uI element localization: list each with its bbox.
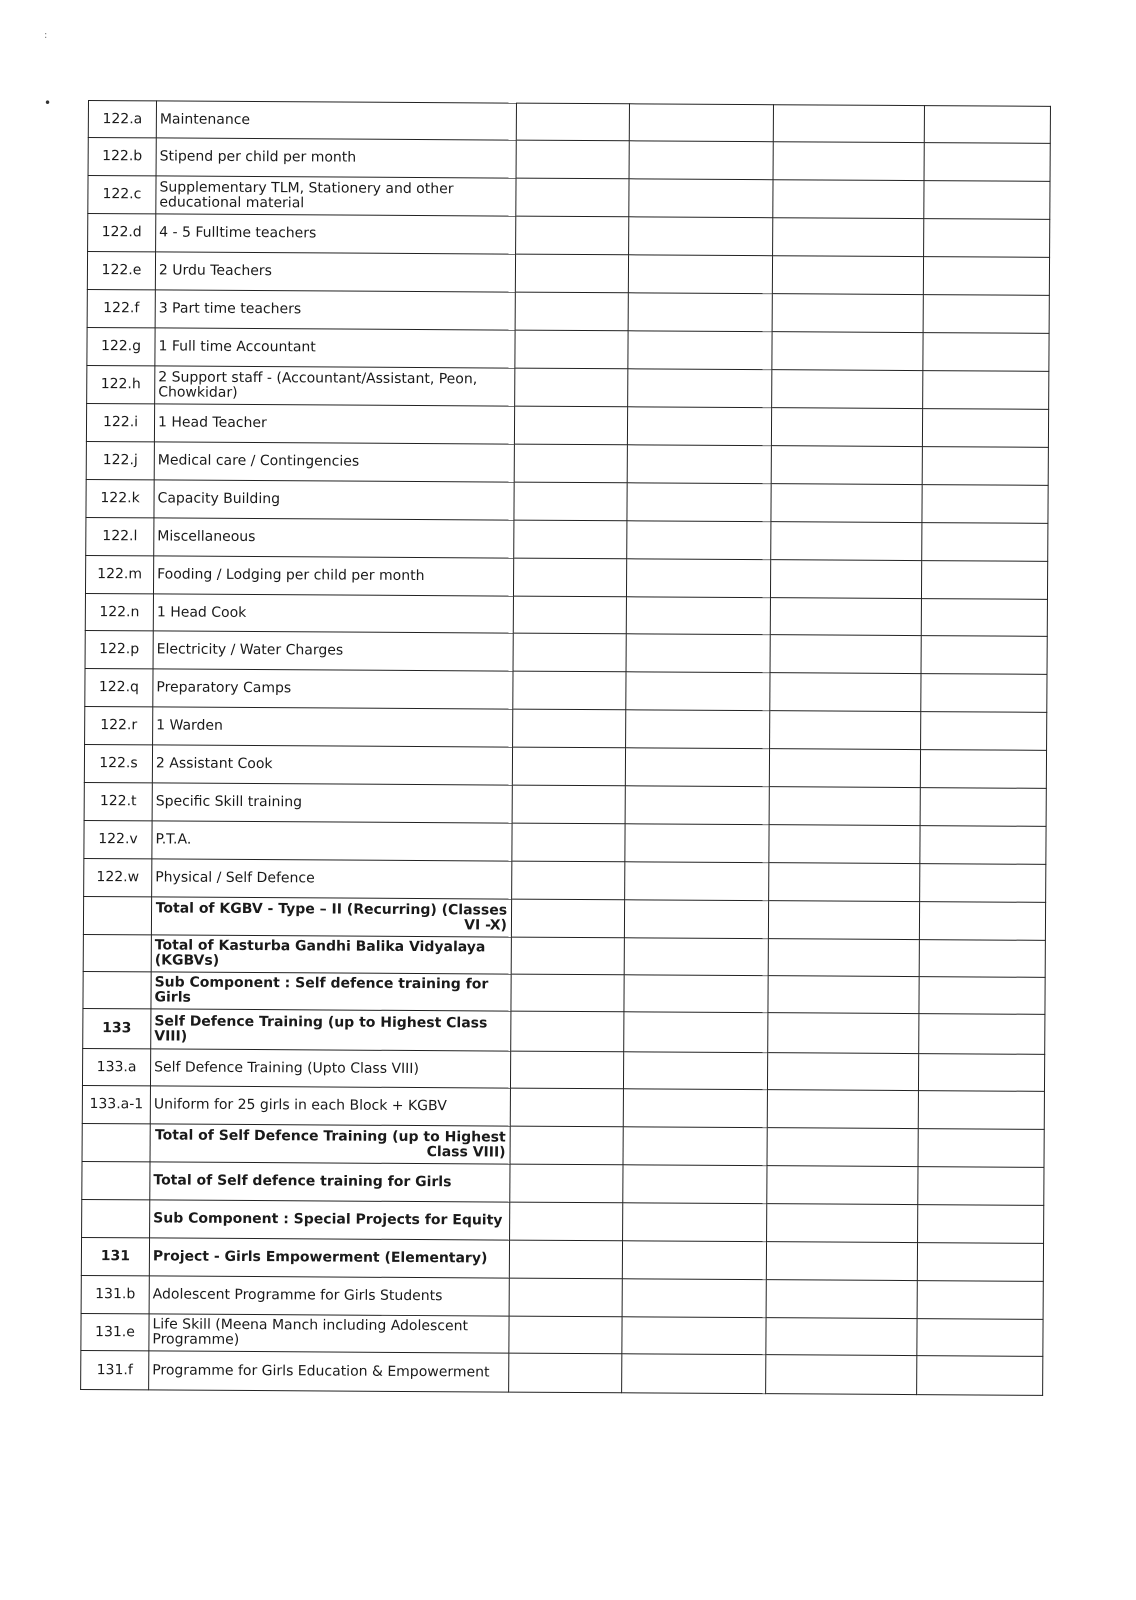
row-description: Total of Kasturba Gandhi Balika Vidyalaya (KGBVs): [151, 935, 511, 974]
empty-amount-cell: [514, 406, 627, 445]
empty-amount-cell: [510, 1202, 623, 1241]
row-description: Preparatory Camps: [153, 669, 513, 709]
budget-table: [80, 100, 1051, 1396]
empty-amount-cell: [624, 975, 768, 1013]
row-description: Electricity / Water Charges: [153, 631, 513, 671]
empty-amount-cell: [922, 447, 1048, 486]
empty-amount-cell: [766, 1318, 917, 1356]
empty-amount-cell: [622, 1241, 766, 1280]
empty-amount-cell: [626, 634, 770, 673]
row-code: 131: [81, 1237, 149, 1275]
empty-amount-cell: [767, 1053, 918, 1091]
empty-amount-cell: [515, 254, 628, 293]
empty-amount-cell: [511, 974, 624, 1012]
empty-amount-cell: [769, 863, 920, 902]
row-code: [82, 1199, 150, 1237]
empty-amount-cell: [509, 1353, 622, 1393]
empty-amount-cell: [509, 1316, 622, 1354]
empty-amount-cell: [770, 635, 921, 674]
empty-amount-cell: [511, 1011, 624, 1052]
row-description: Fooding / Lodging per child per month: [153, 556, 513, 596]
row-description: 3 Part time teachers: [155, 290, 515, 330]
empty-amount-cell: [766, 1280, 917, 1319]
row-description: 1 Head Cook: [153, 594, 513, 633]
row-description: Total of Self Defence Training (up to Highest Class VIII): [150, 1124, 510, 1164]
empty-amount-cell: [626, 710, 770, 749]
table-row: [86, 479, 1048, 523]
row-description: Adolescent Programme for Girls Students: [149, 1276, 509, 1316]
table-row: [82, 1048, 1044, 1091]
row-description: Physical / Self Defence: [152, 859, 512, 899]
table-row: [81, 1275, 1043, 1319]
empty-amount-cell: [513, 671, 626, 710]
row-code: 122.q: [85, 668, 153, 706]
empty-amount-cell: [922, 409, 1048, 448]
empty-amount-cell: [514, 444, 627, 483]
empty-amount-cell: [622, 1317, 766, 1355]
empty-amount-cell: [918, 1167, 1044, 1206]
empty-amount-cell: [766, 1242, 917, 1281]
table-row: [88, 101, 1050, 144]
empty-amount-cell: [516, 140, 629, 179]
empty-amount-cell: [623, 1052, 767, 1090]
empty-amount-cell: [629, 141, 773, 180]
row-description: Miscellaneous: [154, 518, 514, 558]
empty-amount-cell: [516, 103, 629, 141]
empty-amount-cell: [770, 598, 921, 636]
empty-amount-cell: [623, 1165, 767, 1204]
empty-amount-cell: [920, 788, 1046, 827]
empty-amount-cell: [769, 749, 920, 788]
empty-amount-cell: [627, 521, 771, 560]
row-code: 122.k: [86, 479, 154, 517]
row-code: [83, 934, 151, 971]
empty-amount-cell: [917, 1356, 1043, 1396]
empty-amount-cell: [623, 1203, 767, 1242]
empty-amount-cell: [772, 294, 923, 333]
row-code: 122.c: [88, 176, 156, 214]
table-row: [86, 517, 1048, 561]
empty-amount-cell: [622, 1279, 766, 1318]
row-description: Sub Component : Special Projects for Equity: [150, 1200, 510, 1240]
empty-amount-cell: [510, 1088, 623, 1127]
row-code: 131.e: [81, 1313, 149, 1350]
empty-amount-cell: [628, 293, 772, 332]
table-row: [82, 1161, 1044, 1205]
table-row: [87, 365, 1049, 409]
row-code: 122.a: [88, 101, 156, 138]
empty-amount-cell: [769, 787, 920, 826]
scan-speck: :: [44, 30, 48, 41]
row-code: 122.g: [87, 327, 155, 365]
empty-amount-cell: [515, 368, 628, 407]
empty-amount-cell: [629, 179, 773, 218]
empty-amount-cell: [920, 864, 1046, 903]
row-description: Self Defence Training (up to Highest Class VIII): [151, 1009, 511, 1051]
table-row: [83, 971, 1045, 1014]
row-code: [83, 896, 151, 934]
row-description: Project - Girls Empowerment (Elementary): [149, 1238, 509, 1278]
table-row: [87, 252, 1049, 296]
row-description: Uniform for 25 girls in each Block + KGBV: [150, 1086, 510, 1126]
empty-amount-cell: [920, 750, 1046, 789]
row-description: Total of Self defence training for Girls: [150, 1162, 510, 1202]
empty-amount-cell: [919, 977, 1045, 1015]
row-code: 122.e: [87, 252, 155, 290]
empty-amount-cell: [628, 369, 772, 408]
row-code: 131.b: [81, 1275, 149, 1313]
empty-amount-cell: [511, 899, 624, 938]
row-code: 122.i: [86, 403, 154, 441]
row-code: 122.w: [84, 858, 152, 896]
row-description: Total of KGBV - Type – II (Recurring) (Classes VI -X): [151, 897, 511, 937]
empty-amount-cell: [772, 332, 923, 371]
table-row: [82, 1123, 1044, 1167]
empty-amount-cell: [924, 143, 1050, 182]
table-row: [85, 593, 1047, 636]
empty-amount-cell: [767, 1166, 918, 1205]
row-code: 122.h: [87, 365, 155, 403]
row-code: 122.r: [85, 706, 153, 744]
row-code: 131.f: [81, 1350, 149, 1389]
row-description: Specific Skill training: [152, 783, 512, 823]
row-description: 1 Warden: [153, 707, 513, 747]
row-description: Life Skill (Meena Manch including Adolescent Programme): [149, 1314, 509, 1353]
empty-amount-cell: [624, 938, 768, 976]
empty-amount-cell: [770, 673, 921, 712]
empty-amount-cell: [512, 785, 625, 824]
empty-amount-cell: [629, 104, 773, 142]
empty-amount-cell: [623, 1127, 767, 1166]
table-row: [82, 1085, 1044, 1129]
empty-amount-cell: [773, 218, 924, 257]
empty-amount-cell: [917, 1243, 1043, 1282]
empty-amount-cell: [918, 1054, 1044, 1092]
row-description: 2 Urdu Teachers: [155, 252, 515, 292]
empty-amount-cell: [625, 862, 769, 901]
row-description: 4 - 5 Fulltime teachers: [156, 214, 516, 254]
table-row: [88, 138, 1050, 182]
empty-amount-cell: [624, 900, 768, 939]
row-description: Medical care / Contingencies: [154, 442, 514, 482]
empty-amount-cell: [924, 181, 1050, 220]
table-row: [87, 327, 1049, 371]
row-description: 2 Support staff - (Accountant/Assistant, Peon, Chowkidar): [155, 366, 515, 406]
table-row: [81, 1237, 1043, 1281]
empty-amount-cell: [772, 256, 923, 295]
empty-amount-cell: [921, 599, 1047, 637]
row-description: 1 Head Teacher: [154, 404, 514, 444]
row-code: 133.a: [82, 1048, 150, 1085]
table-row: [88, 214, 1050, 258]
table-row: [81, 1350, 1043, 1395]
empty-amount-cell: [921, 712, 1047, 751]
empty-amount-cell: [514, 482, 627, 521]
empty-amount-cell: [917, 1281, 1043, 1320]
row-description: Self Defence Training (Upto Class VIII): [150, 1049, 510, 1088]
empty-amount-cell: [919, 940, 1045, 978]
empty-amount-cell: [516, 216, 629, 255]
table-row: [84, 744, 1046, 788]
empty-amount-cell: [629, 217, 773, 256]
row-code: [82, 1123, 150, 1161]
table-row: [88, 176, 1050, 220]
empty-amount-cell: [767, 1204, 918, 1243]
empty-amount-cell: [768, 1013, 919, 1054]
row-description: Stipend per child per month: [156, 138, 516, 178]
empty-amount-cell: [512, 861, 625, 900]
empty-amount-cell: [924, 106, 1050, 144]
empty-amount-cell: [513, 709, 626, 748]
table-row: [84, 858, 1046, 902]
row-code: 133: [83, 1008, 151, 1048]
empty-amount-cell: [923, 295, 1049, 334]
table-row: [84, 782, 1046, 826]
row-code: 122.v: [84, 820, 152, 858]
row-code: [83, 971, 151, 1008]
row-code: 122.f: [87, 289, 155, 327]
row-code: 122.m: [85, 555, 153, 593]
row-code: 133.a-1: [82, 1085, 150, 1123]
empty-amount-cell: [509, 1278, 622, 1317]
table-row: [85, 668, 1047, 712]
empty-amount-cell: [626, 559, 770, 598]
row-description: Programme for Girls Education & Empowerment: [149, 1351, 509, 1392]
empty-amount-cell: [513, 558, 626, 597]
empty-amount-cell: [513, 596, 626, 634]
empty-amount-cell: [768, 901, 919, 940]
table-row: [85, 630, 1047, 674]
empty-amount-cell: [918, 1205, 1044, 1244]
row-description: Sub Component : Self defence training for Girls: [151, 972, 511, 1011]
empty-amount-cell: [622, 1354, 766, 1394]
empty-amount-cell: [919, 902, 1045, 941]
empty-amount-cell: [766, 1355, 917, 1395]
empty-amount-cell: [515, 330, 628, 369]
row-description: Maintenance: [156, 101, 516, 140]
empty-amount-cell: [768, 976, 919, 1014]
empty-amount-cell: [513, 633, 626, 672]
empty-amount-cell: [623, 1089, 767, 1128]
empty-amount-cell: [627, 483, 771, 522]
empty-amount-cell: [628, 331, 772, 370]
empty-amount-cell: [770, 711, 921, 750]
row-description: Capacity Building: [154, 480, 514, 520]
row-code: 122.l: [86, 517, 154, 555]
empty-amount-cell: [771, 446, 922, 485]
empty-amount-cell: [625, 824, 769, 863]
table-row: [84, 820, 1046, 864]
table-row: [85, 706, 1047, 750]
empty-amount-cell: [922, 485, 1048, 524]
empty-amount-cell: [922, 523, 1048, 562]
empty-amount-cell: [921, 674, 1047, 713]
empty-amount-cell: [773, 105, 924, 143]
empty-amount-cell: [626, 597, 770, 635]
empty-amount-cell: [767, 1128, 918, 1167]
empty-amount-cell: [771, 522, 922, 561]
table-row: [83, 934, 1045, 977]
empty-amount-cell: [770, 560, 921, 599]
table-row: [83, 1008, 1045, 1054]
row-code: [82, 1161, 150, 1199]
empty-amount-cell: [771, 484, 922, 523]
empty-amount-cell: [516, 178, 629, 217]
empty-amount-cell: [511, 937, 624, 975]
row-code: 122.j: [86, 441, 154, 479]
empty-amount-cell: [771, 408, 922, 447]
row-code: 122.n: [85, 593, 153, 630]
empty-amount-cell: [919, 1014, 1045, 1055]
empty-amount-cell: [918, 1091, 1044, 1130]
empty-amount-cell: [628, 255, 772, 294]
row-description: Supplementary TLM, Stationery and other educational material: [156, 176, 516, 216]
empty-amount-cell: [918, 1129, 1044, 1168]
table-row: [83, 896, 1045, 940]
empty-amount-cell: [512, 747, 625, 786]
empty-amount-cell: [514, 520, 627, 559]
empty-amount-cell: [512, 823, 625, 862]
empty-amount-cell: [627, 445, 771, 484]
empty-amount-cell: [923, 371, 1049, 410]
empty-amount-cell: [924, 219, 1050, 258]
empty-amount-cell: [624, 1012, 768, 1053]
empty-amount-cell: [627, 407, 771, 446]
row-code: 122.s: [84, 744, 152, 782]
empty-amount-cell: [768, 939, 919, 977]
table-body: [81, 101, 1051, 1396]
empty-amount-cell: [769, 825, 920, 864]
row-code: 122.d: [88, 214, 156, 252]
empty-amount-cell: [509, 1240, 622, 1279]
empty-amount-cell: [510, 1164, 623, 1203]
row-code: 122.b: [88, 138, 156, 176]
row-code: 122.p: [85, 630, 153, 668]
empty-amount-cell: [772, 370, 923, 409]
empty-amount-cell: [626, 672, 770, 711]
empty-amount-cell: [920, 826, 1046, 865]
empty-amount-cell: [921, 636, 1047, 675]
empty-amount-cell: [510, 1126, 623, 1165]
empty-amount-cell: [923, 333, 1049, 372]
table-row: [81, 1313, 1043, 1356]
empty-amount-cell: [625, 786, 769, 825]
empty-amount-cell: [921, 561, 1047, 600]
table-row: [82, 1199, 1044, 1243]
table-row: [86, 441, 1048, 485]
scan-speck: •: [44, 96, 52, 110]
table-row: [87, 289, 1049, 333]
empty-amount-cell: [773, 180, 924, 219]
row-description: 2 Assistant Cook: [152, 745, 512, 785]
empty-amount-cell: [923, 257, 1049, 296]
empty-amount-cell: [515, 292, 628, 331]
empty-amount-cell: [773, 142, 924, 181]
row-description: P.T.A.: [152, 821, 512, 861]
empty-amount-cell: [767, 1090, 918, 1129]
table-row: [85, 555, 1047, 599]
row-description: 1 Full time Accountant: [155, 328, 515, 368]
row-code: 122.t: [84, 782, 152, 820]
empty-amount-cell: [625, 748, 769, 787]
empty-amount-cell: [510, 1051, 623, 1089]
empty-amount-cell: [917, 1319, 1043, 1357]
table-row: [86, 403, 1048, 447]
